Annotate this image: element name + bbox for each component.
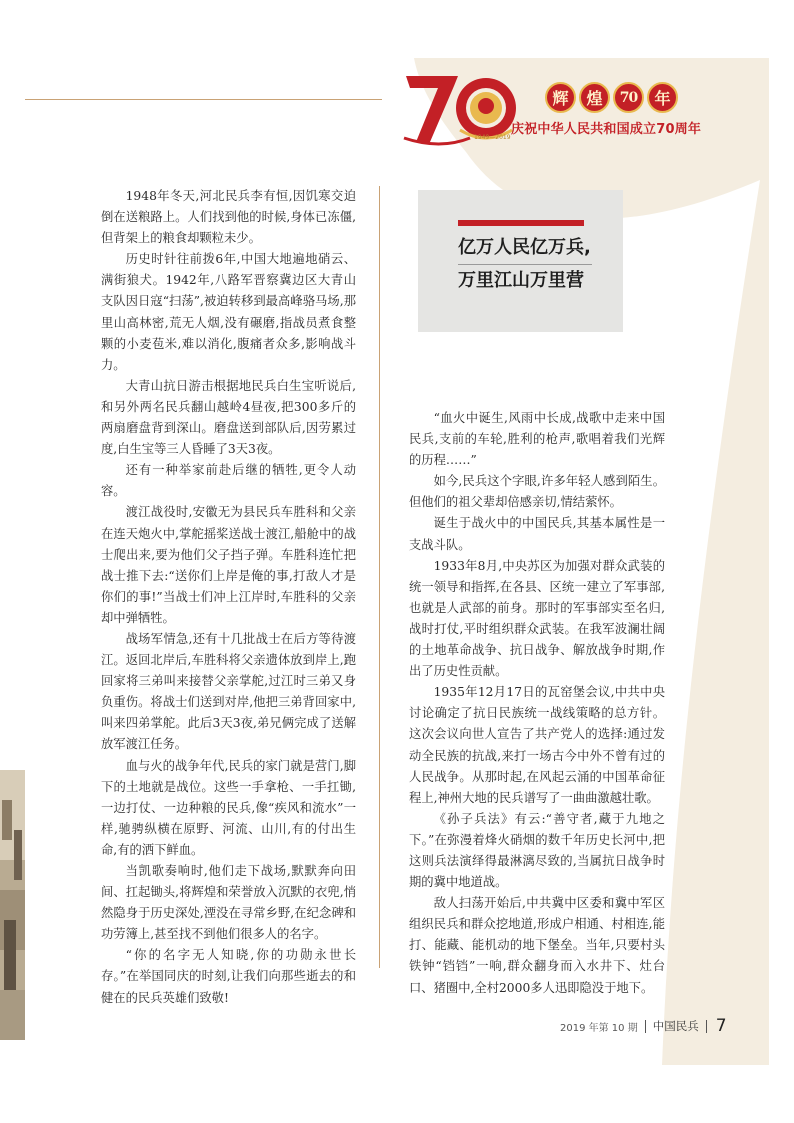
paragraph: 1935年12月17日的瓦窑堡会议,中共中央讨论确定了抗日民族统一战线策略的总方针。这次会议向世人宣告了共产党人的选择:通过发动全民族的抗战,来打一场古今中外不曾有过的人民战争。从那时起,在风起云涌的中国革命征程上,神州大地的民兵谱写了一曲曲激越壮歌。 [409,685,665,805]
paragraph: 血与火的战争年代,民兵的家门就是营门,脚下的土地就是战位。这些一手拿枪、一手扛锄,一边打仗、一边种粮的民兵,像“疾风和流水”一样,驰骋纵横在原野、河流、山川,有的付出生命,有的洒下鲜血。 [101,758,356,857]
badge-70: 70 [613,82,644,113]
left-column [101,186,356,1009]
paragraph: 1933年8月,中央苏区为加强对群众武装的统一领导和指挥,在各县、区统一建立了军事部,也就是人武部的前身。那时的军事部实至名归,战时打仗,平时组织群众武装。在我军波澜壮阔的土地革命战争、抗日战争、解放战争时期,作出了历史性贡献。 [409,558,665,679]
magazine-name: 中国民兵 [652,1019,699,1033]
paragraph: 敌人扫荡开始后,中共冀中区委和冀中军区组织民兵和群众挖地道,形成户相通、村相连,能打、能藏、能机动的地下堡垒。当年,只要村头铁钟“铛铛”一响,群众翻身而入水井下、灶台口、猪圈中,全村2000多人迅即隐没于地下。 [409,896,665,995]
paragraph: 当凯歌奏响时,他们走下战场,默默奔向田间、扛起锄头,将辉煌和荣誉放入沉默的衣兜,悄然隐身于历史深处,湮没在寻常乡野,在纪念碑和功劳簿上,甚至找不到他们很多人的名字。 [101,864,356,942]
paragraph: “血火中诞生,风雨中长成,战歌中走来中国民兵,支前的车轮,胜利的枪声,歌唱着我们光辉的历程……” [409,411,665,468]
paragraph: “你的名字无人知晓,你的功勋永世长存。”在举国同庆的时刻,让我们向那些逝去的和健在的民兵英雄们致敬! [101,948,356,1005]
paragraph: 还有一种举家前赴后继的牺牲,更令人动容。 [101,463,356,499]
right-column [409,408,665,999]
pullquote-line-2: 万里江山万里营 [458,270,584,291]
paragraph: 如今,民兵这个字眼,许多年轻人感到陌生。但他们的祖父辈却倍感亲切,情结萦怀。 [409,474,665,510]
logo-years: 1949—2019 [474,134,511,141]
paragraph: 渡江战役时,安徽无为县民兵车胜科和父亲在连天炮火中,掌舵摇桨送战士渡江,船舱中的战士爬出来,要为他们父子挡子弹。车胜科连忙把战士推下去:“送你们上岸是俺的事,打敌人才是你们的事!”当战士们冲上江岸时,车胜科的父亲却中弹牺牲。 [101,505,356,625]
badge-huang: 煌 [579,82,610,113]
header-rule [25,99,382,100]
historical-photo-fragment [0,770,25,1040]
anniversary-70-logo [400,68,520,148]
footer-separator [706,1020,707,1033]
paragraph: 诞生于战火中的中国民兵,其基本属性是一支战斗队。 [409,516,665,552]
issue-label: 2019 年第 10 期 [560,1022,638,1034]
badge-hui: 辉 [545,82,576,113]
page-footer [560,1016,727,1036]
pullquote-text [458,232,618,297]
paragraph: 历史时针往前拨6年,中国大地遍地硝云、满街狼犬。1942年,八路军晋察冀边区大青山支队因日寇“扫荡”,被迫转移到最高峰骆马场,那里山高林密,荒无人烟,没有碾磨,指战员煮食整颗的小麦苞米,难以消化,腹痛者众多,影响战斗力。 [101,252,356,372]
badge-nian: 年 [647,82,678,113]
pullquote-line-1: 亿万人民亿万兵, [458,232,592,265]
footer-separator [645,1020,646,1033]
pullquote-box [418,190,623,332]
paragraph: 《孙子兵法》有云:“善守者,藏于九地之下。”在弥漫着烽火硝烟的数千年历史长河中,把这则兵法演绎得最淋漓尽致的,当属抗日战争时期的冀中地道战。 [409,811,665,890]
paragraph: 大青山抗日游击根据地民兵白生宝听说后,和另外两名民兵翻山越岭4昼夜,把300多斤的两扇磨盘背到深山。磨盘送到部队后,因劳累过度,白生宝等三人昏睡了3天3夜。 [101,378,356,457]
header-subtitle: 庆祝中华人民共和国成立70周年 [511,122,702,137]
paragraph: 战场军情急,还有十几批战士在后方等待渡江。返回北岸后,车胜科将父亲遗体放到岸上,跑回家将三弟叫来接替父亲掌舵,过江时三弟又身负重伤。将战士们送到对岸,他把三弟背回家中,叫来四弟掌舵。此后3天3夜,弟兄俩完成了送解放军渡江任务。 [101,631,356,752]
column-divider [379,186,380,968]
page-number: 7 [715,1016,727,1036]
pullquote-accent-bar [458,220,584,226]
paragraph: 1948年冬天,河北民兵李有恒,因饥寒交迫倒在送粮路上。人们找到他的时候,身体已冻僵,但背架上的粮食却颗粒未少。 [101,189,356,246]
title-badges [545,82,678,113]
